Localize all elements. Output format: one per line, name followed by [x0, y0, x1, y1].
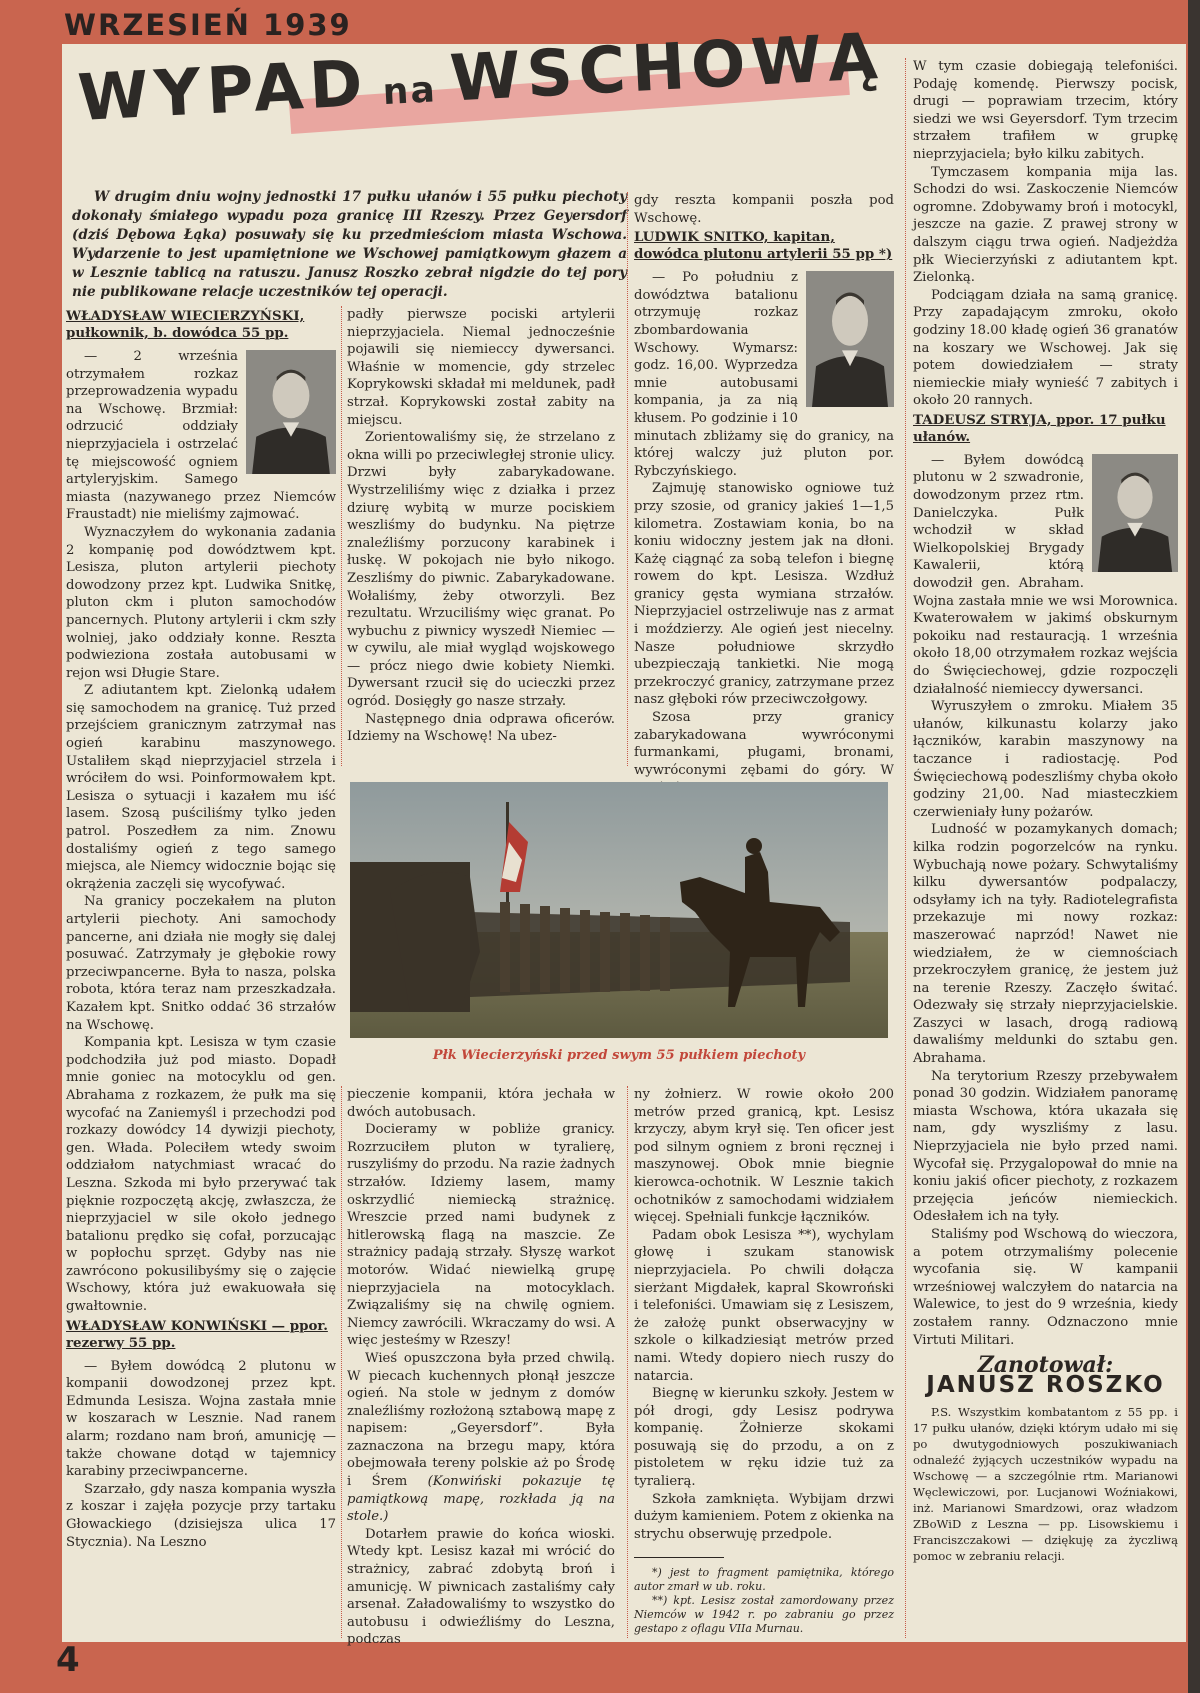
paragraph [347, 711, 615, 746]
paragraph [913, 164, 1178, 287]
footnote-rule [634, 1557, 724, 1558]
paragraph [634, 1491, 894, 1544]
text: LUDWIK SNITKO, kapitan, dowódca plutonu artylerii 55 pp *) [634, 229, 893, 263]
text: Tymczasem kompania mija las. Schodzi do wsi. Zaskoczenie Niemców ogromne. Zdobywamy broń i motocykl, jeszcze na gazie. Z prawej strony w dalszym ciągu trwa ogień. Nadjeżdża płk Wiecierzyński z adiutantem kpt. Zielonką. [913, 164, 1178, 286]
text: Następnego dnia odprawa oficerów. Idziemy na Wschowę! Na ubez- [347, 711, 615, 745]
postscript [913, 1404, 1178, 1564]
text: Wieś opuszczona była przed chwilą. W piecach kuchennych płonął jeszcze ogień. Na stole w jednym z domów znaleźliśmy rozłożoną sztabową mapę z napisem: „Geyersdorf”. Była zaznaczona na brzegu mapy, która obejmowała tereny polskie aż po Środę i Śrem [347, 1350, 615, 1490]
column-divider [627, 1086, 628, 1638]
text: P.S. Wszystkim kombatantom z 55 pp. i 17 pułku ułanów, dzięki którym udało mi się po dwutygodniowych poszukiwaniach odnaleźć żyjących uczestników wypadu na Wschowę — a szczególnie rtm. Marianowi Węclewiczowi, por. Lucjanowi Woźniakowi, inż. Marianowi Smardzowi, oraz władzom ZBoWiD z Leszna — pp. Lisowskiemu i Franciszczakowi — dziękuję za życzliwą pomoc w zebraniu relacji. [913, 1405, 1178, 1564]
text: **) kpt. Lesisz został zamordowany przez Niemców w 1942 r. po zabraniu go przez gestapo z oflagu VIIa Murnau. [634, 1594, 894, 1636]
lead-paragraph: W drugim dniu wojny jednostki 17 pułku ułanów i 55 pułku piechoty dokonały śmiałego wypadu poza granicę III Rzeszy. Przez Geyersdorf (dziś Dębowa Łąka) posuwały się ku przedmieściom miasta Wschowa. Wydarzenie to jest upamiętnione we Wschowej pamiątkowym głazem a w Lesznie tablicą na ratuszu. Janusz Roszko zebrał nigdzie do tej pory nie publikowane relacje uczestników tej operacji. [72, 189, 627, 300]
text: WŁADYSŁAW KONWIŃSKI — ppor. rezerwy 55 pp. [66, 1317, 328, 1351]
headline-word: WSCHOWĄ [448, 19, 886, 117]
paragraph [913, 58, 1178, 164]
text: Biegnę w kierunku szkoły. Jestem w pół drogi, gdy Lesisz podrywa kompanię. Żołnierze skokami posuwają się do przodu, a on z pistoletem w ręku idzie tuż za tyralierą. [634, 1386, 894, 1490]
paragraph [913, 1226, 1178, 1349]
text: Docieramy w pobliże granicy. Rozrzuciłem pluton w tyralierę, ruszyliśmy do przodu. Na razie żadnych strzałów. Idziemy lasem, mamy oskrzydlić niemiecką strażnicę. Wreszcie przed nami budynek z hitlerowską flagą na maszcie. Ze strażnicy padają strzały. Słyszę warkot motorów. Widać niewielką grupę nieprzyjaciela na motocyklach. Związaliśmy się na chwilę ogniem. Niemcy zawrócili. Wkraczamy do wsi. A więc jesteśmy w Rzeszy! [347, 1122, 615, 1349]
text: Zajmuję stanowisko ogniowe tuż przy szosie, od granicy jakieś 1—1,5 kilometra. Zostawiam konia, bo na koniu widoczny jestem jak na dłoni. Każę ciągnąć za sobą telefon i biegnę rowem do kpt. Lesisza. Wzdłuż granicy gęsta wymiana strzałów. Nieprzyjaciel ostrzeliwuje nas z armat i moździerzy. Ale ogień jest niecelny. Nasze południowe skrzydło ubezpieczają tankietki. Nie mogą przekroczyć granicy, zatrzymane przez nasz głęboki rów przeciwczołgowy. [634, 481, 894, 708]
text: Szkoła zamknięta. Wybijam drzwi dużym kamieniem. Potem z okienka na strychu obserwuję przedpole. [634, 1491, 894, 1542]
text: W tym czasie dobiegają telefoniści. Podaję komendę. Pierwszy pocisk, drugi — poprawiam trzecim, który siedzi we wsi Geyersdorf. Tym trzecim strzałem trafiłem w grupkę nieprzyjaciela; było kilku zabitych. [913, 59, 1178, 162]
paragraph [66, 682, 336, 893]
paragraph [634, 192, 894, 227]
footnote [634, 1566, 894, 1594]
paragraph [66, 1481, 336, 1551]
byline-name [913, 1371, 1178, 1398]
paragraph [913, 821, 1178, 1067]
column-3-top [634, 192, 894, 778]
text: Wyruszyłem o zmroku. Miałem 35 ułanów, kilkunastu kolarzy jako łączników, karabin maszynowy na taczance i radiostację. Pod Święciechową podeszliśmy chyba około godziny 21,00. Nad miasteczkiem czerwieniały łuny pożarów. [913, 699, 1178, 820]
text: WŁADYSŁAW WIECIERZYŃSKI, pułkownik, b. dowódca 55 pp. [66, 308, 305, 341]
text: gdy reszta kompanii poszła pod Wschowę. [634, 193, 894, 226]
text: Dotarłem prawie do końca wioski. Wtedy kpt. Lesisz kazał mi wrócić do strażnicy, zabrać zdobytą broń i amunicję. W piwnicach zastaliśmy cały arsenał. Załadowaliśmy to wszystko do autobusu i odwieźliśmy do Leszna, podczas [347, 1526, 615, 1648]
paragraph [634, 480, 894, 709]
text: Ludność w pozamykanych domach; kilka rodzin pogorzelców na rynku. Wybuchają nowe pożary. Schwytaliśmy kilku dywersantów podpalaczy, odsyłamy ich na tyły. Radiotelegrafista przekazuje mi nowy rozkaz: maszerować naprzód! Nawet nie wiedziałem, że w ciemnościach przekroczyłem granicę, że jestem już na terenie Rzeszy. Zaczęło świtać. Odezwały się strzały nieprzyjacielskie. Zaszyci w lasach, drogą radiową dawaliśmy meldunki do sztabu gen. Abrahama. [913, 822, 1178, 1067]
text: Wyznaczyłem do wykonania zadania 2 kompanię pod dowództwem kpt. Lesisza, pluton artylerii piechoty dowodzony przez kpt. Ludwika Snitkę, pluton ckm i pluton samochodów pancernych. Plutony artylerii i ckm szły wolniej, jako oddziały konne. Reszta podwieziona została autobusami w rejon wsi Długie Stare. [66, 524, 336, 681]
text: — Byłem dowódcą 2 plutonu w kompanii dowodzonej przez kpt. Edmunda Lesisza. Wojna zastała mnie w koszarach w Lesznie. Nad ranem alarm; rozdano nam broń, amunicję — także chowane dotąd w tajemnicy karabiny przeciwpancerne. [66, 1358, 336, 1480]
speaker-heading [66, 308, 336, 342]
text: Zorientowaliśmy się, że strzelano z okna willi po przeciwległej stronie ulicy. Drzwi były zabarykadowane. Wystrzeliliśmy więc z działka i przez dziurę wybitą w murze pociskiem weszliśmy do budynku. Na piętrze znaleźliśmy porzucony karabinek i łuskę. W pokojach nie było nikogo. Zeszliśmy do piwnic. Zabarykadowane. Wołaliśmy, żeby otworzyli. Bez rezultatu. Wrzuciliśmy więc granat. Po wybuchu z piwnicy wyszedł Niemiec — w cywilu, ale miał wygląd wojskowego — prócz niego dwie kobiety Niemki. Dywersant rzucił się do ucieczki przez ogród. Dosięgły go nasze strzały. [347, 430, 615, 710]
portrait-stryja [1092, 454, 1178, 572]
paragraph [913, 1068, 1178, 1226]
column-divider [341, 306, 342, 766]
portrait-snitko [806, 271, 894, 407]
text: Szosa przy granicy zabarykadowana wywróconymi furmankami, pługami, bronami, wywróconymi zębami do góry. W [634, 710, 894, 778]
paragraph [347, 1350, 615, 1526]
column-4 [913, 58, 1178, 1640]
column-2-top [347, 306, 615, 766]
column-1 [66, 306, 336, 1640]
speaker-heading [913, 412, 1178, 446]
paragraph [66, 893, 336, 1034]
text: — Po południu z dowództwa batalionu otrzymuję rozkaz zbombardowania Wschowy. Wymarsz: godz. 16,00. Wyprzedza mnie autobusami kompania, ja za nią kłusem. Po godzinie i 10 minutach zbliżamy się do granicy, na której walczy już pluton por. Rybczyńskiego. [634, 270, 894, 479]
paragraph [634, 1086, 894, 1227]
headline-word: WYPAD [76, 46, 371, 136]
text: ny żołnierz. W rowie około 200 metrów przed granicą, kpt. Lesisz krzyczy, abym krył się. Ten oficer jest pod silnym ogniem z broni ręcznej i maszynowej. Obok mnie biegnie kierowca-ochotnik. W Lesznie takich ochotników z samochodami widziałem więcej. Spełniali funkcje łączników. [634, 1087, 894, 1226]
paragraph [347, 1526, 615, 1649]
text: Padam obok Lesisza **), wychylam głowę i szukam stanowisk nieprzyjaciela. Po chwili dołącza sierżant Migdałek, kapral Skowroński i telefoniści. Umawiam się z Lesiszem, że założę punkt obserwacyjny w szkole o kilkadziesiąt metrów przed nami. Wtedy dopiero niech ruszy do natarcia. [634, 1227, 894, 1384]
text: Kompania kpt. Lesisza w tym czasie podchodziła już pod miasto. Dopadł mnie goniec na motocyklu od gen. Abrahama z rozkazem, że pułk ma się wycofać na Zaniemyśl i przechodzi pod rozkazy dowódcy 14 dywizji piechoty, gen. Włada. Poleciłem wtedy swoim oddziałom natychmiast wracać do Leszna. Szkoda mi było przerywać tak pięknie rozpoczętą akcję, zwłaszcza, że nieprzyjaciel w sile około jednego batalionu prędko się cofał, porzucając w popłochu sprzęt. Gdyby nas nie zawrócono pokusilibyśmy się o zajęcie Wschowy, która już ewakuowała się gwałtownie. [66, 1035, 336, 1315]
paragraph [347, 306, 615, 429]
paragraph [913, 698, 1178, 821]
paragraph [913, 287, 1178, 410]
text: Podciągam działa na samą granicę. Przy zapadającym zmroku, około godziny 18.00 kładę ogień 36 granatów na koszary we Wschowej. Jak się potem dowiedziałem — straty niemieckie miały wynieść 7 zabitych i około 20 rannych. [913, 287, 1178, 409]
column-divider [905, 58, 906, 1638]
text: Zanotował: [977, 1352, 1114, 1379]
text: Na terytorium Rzeszy przebywałem ponad 30 godzin. Widziałem panoramę miasta Wschowa, która ukazała się nam, gdy wyszliśmy z lasu. Nieprzyjaciela nie było przed nami. Wycofał się. Przygalopował do mnie na koniu jakiś oficer piechoty, z rozkazem przejęcia jeńców niemieckich. Odesłałem ich na tyły. [913, 1068, 1178, 1225]
text: Na granicy poczekałem na pluton artylerii piechoty. Ani samochody pancerne, ani działa nie mogły się dalej posuwać. Zatrzymały je głębokie rowy przeciwpancerne. Była to nasza, polska robota, która teraz nam przeszkadzała. Kazałem kpt. Snitko oddać 36 strzałów na Wschowę. [66, 894, 336, 1033]
text: padły pierwsze pociski artylerii nieprzyjaciela. Niemal jednocześnie pojawili się niemieccy dywersanci. Właśnie w momencie, gdy strzelec Koprykowski składał mi meldunek, padł strzał. Koprykowski został zabity na miejscu. [347, 307, 615, 428]
paragraph [66, 1034, 336, 1316]
paragraph [347, 1121, 615, 1350]
paragraph [634, 1385, 894, 1491]
speaker-heading [634, 229, 894, 263]
photo-regiment-parade [350, 782, 888, 1038]
section-label: WRZESIEŃ 1939 [64, 8, 352, 42]
text: *) jest to fragment pamiętnika, którego autor zmarł w ub. roku. [634, 1566, 894, 1594]
text: TADEUSZ STRYJA, ppor. 17 pułku ułanów. [913, 411, 1166, 445]
text: — Byłem dowódcą plutonu w 2 szwadronie, dowodzonym przez rtm. Danielczyka. Pułk wchodził w skład Wielkopolskiej Brygady Kawalerii, którą dowodził gen. Abraham. Wojna zastała mnie we wsi Morownica. Kwaterowałem w jakimś obskurnym pokoiku nad restauracją. 1 września około 18,00 otrzymałem rozkaz wejścia do Święciechowej, gdzie rozpoczęli działalność niemieccy dywersanci. [913, 452, 1178, 697]
text: — 2 września otrzymałem rozkaz przeprowadzenia wypadu na Wschowę. Brzmiał: odrzucić oddziały nieprzyjaciela i ostrzelać tę miejscowość ogniem artyleryjskim. Samego miasta (nazywanego przez Niemców Fraustadt) nie mieliśmy zajmować. [66, 349, 336, 523]
paragraph [347, 1086, 615, 1121]
paragraph [66, 1358, 336, 1481]
speaker-heading [66, 1318, 336, 1352]
text: pieczenie kompanii, która jechała w dwóch autobusach. [347, 1087, 615, 1120]
page-edge [1188, 0, 1200, 1693]
paragraph [634, 1227, 894, 1385]
column-divider [627, 192, 628, 766]
headline-word: na [381, 69, 438, 114]
text: Szarzało, gdy nasza kompania wyszła z koszar i zajęła pozycje przy tartaku Głowackiego (dzisiejsza ulica 17 Stycznia). Na Leszno [66, 1481, 336, 1550]
text: Z adiutantem kpt. Zielonką udałem się samochodem na granicę. Tuż przed przejściem granicznym zatrzymał nas ogień karabinu maszynowego. Ustaliłem skąd nieprzyjaciel strzela i wróciłem do wsi. Poinformowałem kpt. Lesisza o sytuacji i kazałem mu iść lasem. Szosą puściliśmy tylko jeden patrol. Poszedłem za nim. Znowu dostaliśmy ogień z tego samego miejsca, ale Niemcy widocznie bojąc się okrążenia zaczęli się wycofywać. [66, 683, 336, 892]
text: Staliśmy pod Wschową do wieczora, a potem otrzymaliśmy polecenie wycofania się. W kampanii wrześniowej walczyłem do natarcia na Walewice, to jest do 9 września, kiedy zostałem ranny. Odznaczono mnie Virtuti Militari. [913, 1227, 1178, 1348]
column-2-bottom [347, 1086, 616, 1648]
footnote [634, 1594, 894, 1636]
page-number: 4 [56, 1640, 80, 1680]
paragraph [347, 429, 615, 711]
text: JANUSZ ROSZKO [926, 1371, 1165, 1398]
italic-aside: (Konwiński pokazuje tę pamiątkową mapę, rozkłada ją na stole.) [347, 1474, 616, 1525]
paragraph [66, 524, 336, 682]
column-divider [341, 1086, 342, 1638]
portrait-wiecierzynski [246, 350, 336, 474]
photo-caption: Płk Wiecierzyński przed swym 55 pułkiem piechoty [432, 1048, 806, 1063]
column-3-bottom [634, 1086, 894, 1638]
